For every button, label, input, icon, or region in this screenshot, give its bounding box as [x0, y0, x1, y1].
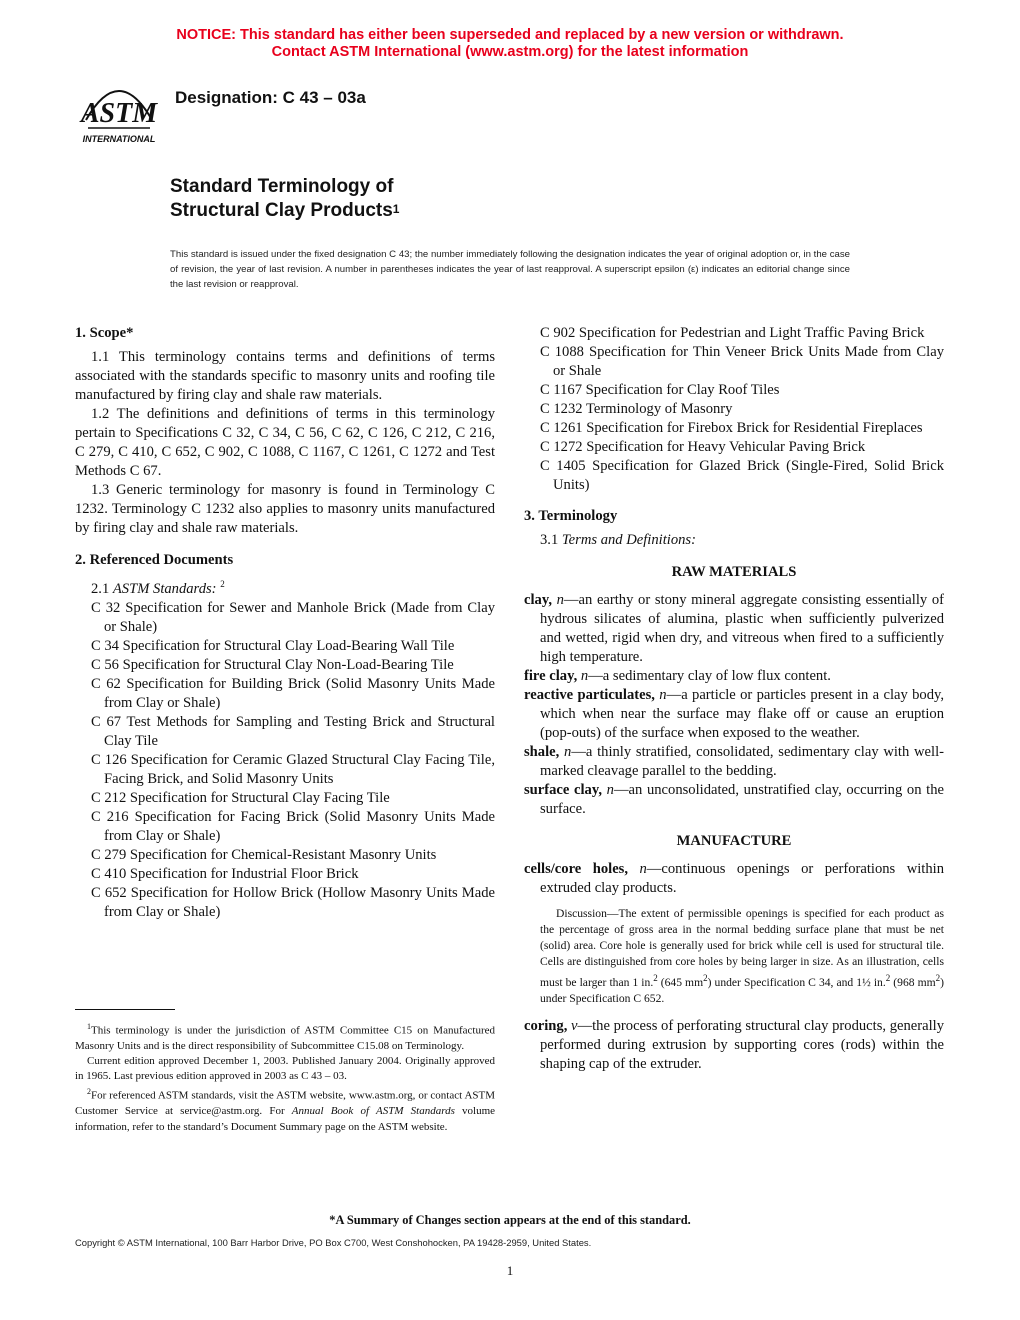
term-text: —an earthy or stony mineral aggregate consisting essentially of hydrous silicates of alumina, plastic when sufficiently pulverized and wetted, rigid when dry, and vitreous when fired to a sufficiently high temperature. — [540, 592, 944, 665]
term-definition — [524, 667, 944, 686]
term-text: —a sedimentary clay of low flux content. — [588, 668, 831, 684]
term-name: fire clay, — [524, 668, 578, 684]
term-name: clay, — [524, 592, 552, 608]
footnote-divider — [75, 1009, 175, 1010]
referenced-list-left — [75, 599, 495, 922]
scope-1-1: 1.1 This terminology contains terms and definitions of terms associated with the standards specific to masonry units and roofing tile manufactured by firing clay and shale raw materials. — [75, 349, 495, 403]
superseded-notice — [0, 27, 1020, 61]
reference-item: C 1232 Terminology of Masonry — [540, 401, 733, 417]
reference-item: C 62 Specification for Building Brick (Solid Masonry Units Made from Clay or Shale) — [91, 675, 495, 711]
notice-line-1: NOTICE: This standard has either been superseded and replaced by a new version or withdrawn. — [176, 27, 844, 43]
term-coring: coring, v—the process of perforating structural clay products, generally performed during extrusion by supporting cores (rods) within the shaping cap of the extruder. — [524, 1017, 944, 1072]
term-text: —an unconsolidated, unstratified clay, occurring on the surface. — [540, 782, 944, 817]
page-number: 1 — [506, 1263, 514, 1278]
summary-note: *A Summary of Changes section appears at the end of this standard. — [329, 1213, 691, 1227]
reference-item: C 652 Specification for Hollow Brick (Hollow Masonry Units Made from Clay or Shale) — [91, 884, 495, 920]
reference-item: C 216 Specification for Facing Brick (Solid Masonry Units Made from Clay or Shale) — [91, 808, 495, 844]
copyright: Copyright © ASTM International, 100 Barr Harbor Drive, PO Box C700, West Conshohocken, PA 19428-2959, United States. — [75, 1237, 592, 1248]
raw-materials-terms — [524, 591, 944, 819]
term-part-of-speech: n — [564, 744, 572, 760]
reference-item: C 1261 Specification for Firebox Brick for Residential Fireplaces — [540, 420, 923, 436]
manufacture-heading: MANUFACTURE — [676, 833, 792, 849]
referenced-heading: 2. Referenced Documents — [75, 552, 234, 568]
reference-item: C 410 Specification for Industrial Floor Brick — [91, 865, 359, 882]
term-text: —a thinly stratified, consolidated, sedimentary clay with well-marked cleavage parallel to the bedding. — [540, 744, 944, 779]
svg-text:ASTM: ASTM — [80, 98, 158, 129]
astm-standards-sub: 2.1 ASTM Standards: $^2$ — [91, 579, 225, 597]
scope-1-3: 1.3 Generic terminology for masonry is found in Terminology C 1232. Terminology C 1232 also applies to masonry units manufactured by firing clay and shale raw materials. — [75, 482, 495, 536]
reference-item: C 67 Test Methods for Sampling and Testing Brick and Structural Clay Tile — [91, 713, 495, 749]
reference-item: C 902 Specification for Pedestrian and Light Traffic Paving Brick — [540, 325, 925, 341]
title-line-2: Structural Clay Products$^1$ — [170, 200, 400, 221]
term-part-of-speech: n — [580, 668, 589, 684]
term-part-of-speech: n — [606, 782, 614, 798]
reference-item: C 1272 Specification for Heavy Vehicular Paving Brick — [540, 439, 866, 455]
term-definition — [524, 686, 944, 743]
term-name: surface clay, — [524, 782, 602, 798]
reference-item: C 32 Specification for Sewer and Manhole Brick (Made from Clay or Shale) — [91, 599, 495, 635]
term-definition — [524, 591, 944, 667]
term-name: reactive particulates, — [524, 687, 655, 703]
reference-item: C 1088 Specification for Thin Veneer Brick Units Made from Clay or Shale — [540, 344, 944, 379]
reference-item: C 212 Specification for Structural Clay Facing Tile — [91, 789, 390, 806]
scope-heading: 1. Scope* — [75, 325, 134, 341]
discussion-note: Discussion—The extent of permissible openings is specified for each product as the percentage of gross area in the normal bedding surface plane that must be net (solid) area. Core hole is generally used for brick while cell is used for structural tile. Cells are distinguished from core holes by being larger in size. As an illustration, cells must be larger than 1 in.$^2$ (645 $mm^2$) under Specification C 34, and 1½ in.$^2$ (968 $mm^2$) under Specification C 652. — [540, 907, 944, 1005]
svg-text:INTERNATIONAL: INTERNATIONAL — [82, 134, 156, 144]
right-column — [524, 324, 944, 1074]
term-cells: cells/core holes, n—continuous openings or perforations within extruded clay products. — [524, 861, 944, 896]
reference-item: C 1167 Specification for Clay Roof Tiles — [540, 382, 780, 398]
reference-item: C 34 Specification for Structural Clay Load-Bearing Wall Tile — [91, 637, 455, 654]
term-part-of-speech: n — [659, 687, 667, 703]
reference-item: C 126 Specification for Ceramic Glazed Structural Clay Facing Tile, Facing Brick, and Solid Masonry Units — [91, 751, 495, 787]
term-text: —a particle or particles present in a clay body, which when near the surface may flake off or cause an eruption (pop-outs) of the surface when exposed to the weather. — [540, 687, 945, 741]
reference-item: C 56 Specification for Structural Clay Non-Load-Bearing Tile — [91, 656, 454, 673]
astm-logo — [78, 76, 160, 146]
footnote-1: $^1$This terminology is under the jurisdiction of ASTM Committee C15 on Manufactured Masonry Units and is the direct responsibility of Subcommittee C15.08 on Terminology. — [75, 1022, 495, 1052]
page-title — [170, 175, 399, 223]
designation: Designation: C 43 – 03a — [175, 88, 366, 107]
terminology-heading: 3. Terminology — [524, 508, 618, 524]
reference-item: C 279 Specification for Chemical-Resistant Masonry Units — [91, 846, 437, 863]
term-part-of-speech: n — [556, 592, 564, 608]
footnote-1b: Current edition approved December 1, 2003. Published January 2004. Originally approved in 1965. Last previous edition approved in 2003 as C 43 – 03. — [75, 1055, 495, 1083]
referenced-list-right — [524, 324, 944, 495]
term-definition — [524, 743, 944, 781]
issue-note: This standard is issued under the fixed designation C 43; the number immediately following the designation indicates the year of original adoption or, in the case of revision, the year of last revision. A number in parentheses indicates the year of last reapproval. A superscript epsilon (ε) indicates an editorial change since the last revision or reapproval. — [170, 249, 850, 290]
reference-item: C 1405 Specification for Glazed Brick (Single-Fired, Solid Brick Units) — [540, 458, 944, 493]
raw-materials-heading: RAW MATERIALS — [671, 564, 797, 580]
scope-1-2: 1.2 The definitions and definitions of terms in this terminology pertain to Specifications C 32, C 34, C 56, C 62, C 126, C 212, C 216, C 279, C 410, C 652, C 902, C 1088, C 1167, C 1261, C 1272 and Test Methods C 67. — [75, 406, 495, 479]
footnote-2: $^2$For referenced ASTM standards, visit the ASTM website, www.astm.org, or contact ASTM Customer Service at service@astm.org. For Annual Book of ASTM Standards volume information, refer to the standard’s Document Summary page on the ASTM website. — [75, 1087, 496, 1133]
notice-line-2: Contact ASTM International (www.astm.org) for the latest information — [271, 44, 749, 60]
term-name: shale, — [524, 744, 560, 760]
footnotes — [75, 1019, 495, 1135]
term-definition — [524, 781, 944, 819]
title-line-1: Standard Terminology of — [170, 176, 394, 197]
terms-sub: 3.1 Terms and Definitions: — [540, 532, 696, 548]
left-column — [75, 324, 495, 922]
